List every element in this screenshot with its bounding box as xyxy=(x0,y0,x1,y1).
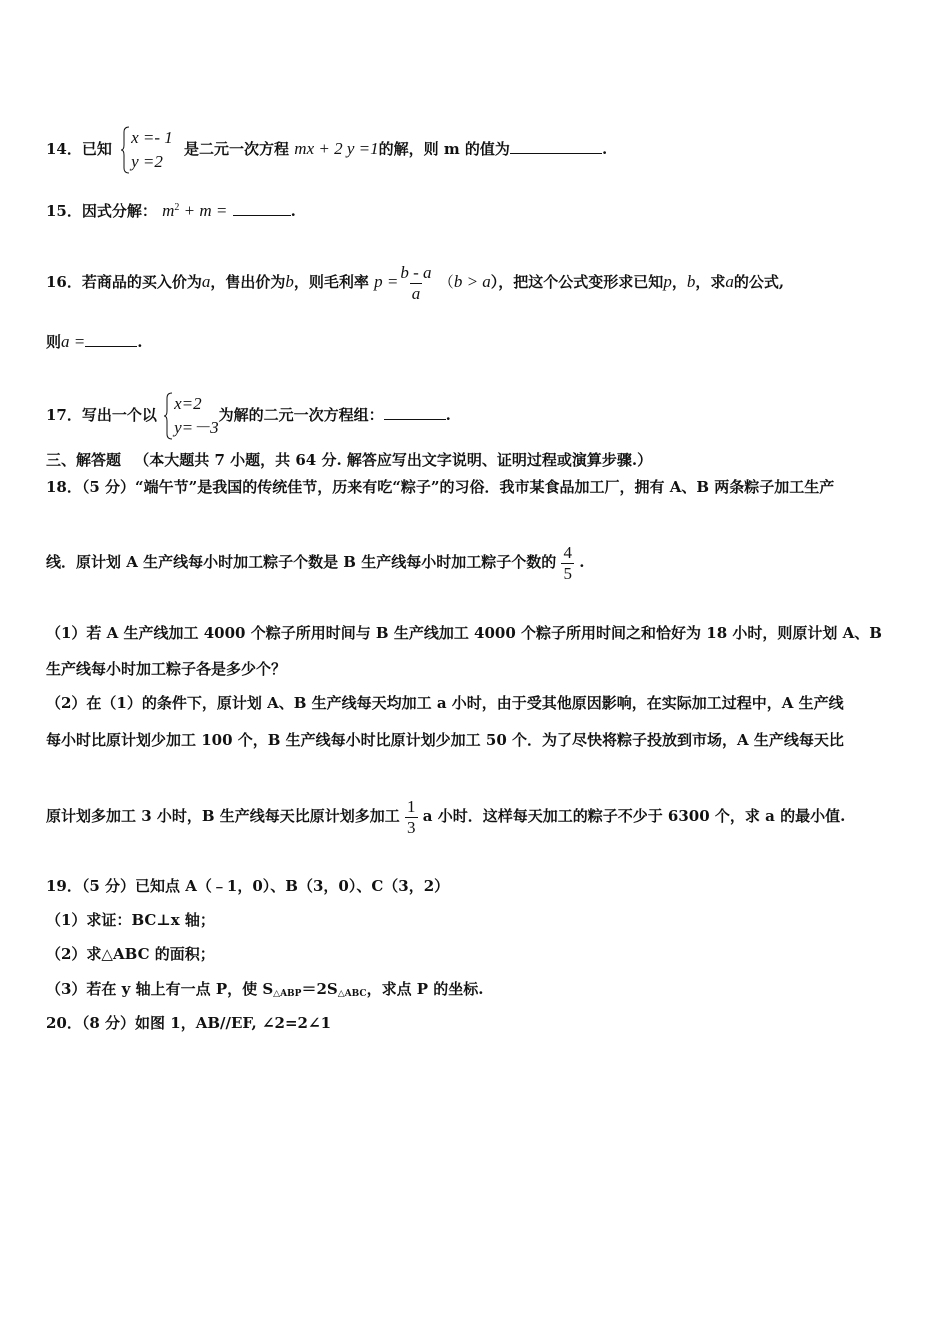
q19-part-3 xyxy=(46,979,484,1004)
q16-fraction-denominator: a xyxy=(411,283,421,303)
q17-answer-blank[interactable] xyxy=(384,405,446,420)
q16-p-eq: p = xyxy=(374,272,399,291)
q14-system-row-2: y =2 xyxy=(131,152,163,171)
q18-line2-text: 线．原计划 A 生产线每小时加工粽子个数是 B 生产线每小时加工粽子个数的 xyxy=(46,553,557,571)
q18-p2-line3-post: a 小时．这样每天加工的粽子不少于 6300 个，求 a 的最小值. xyxy=(422,807,846,825)
q16-cond-open: （ xyxy=(438,273,454,291)
q19-p3-pre: （3）若在 y 轴上有一点 P，使 S xyxy=(46,980,274,998)
q18-line-1: 18．（5 分）“端午节”是我国的传统佳节，历来有吃“粽子”的习俗．我市某食品加工厂，拥有 A、B 两条粽子加工生产 xyxy=(46,478,835,496)
q15-end: . xyxy=(290,202,296,220)
question-16-line-2 xyxy=(46,332,142,352)
q16-text-3: ，则毛利率 xyxy=(293,273,369,291)
q14-answer-blank[interactable] xyxy=(510,139,602,154)
q18-frac1-numerator: 4 xyxy=(563,542,572,562)
q14-number: 14． xyxy=(46,140,82,158)
q19-p3-sub2: △ABC xyxy=(337,989,367,999)
q18-fraction-4-5 xyxy=(561,543,574,584)
q20-line-1: 20．（8 分）如图 1，AB//EF, ∠2=2∠1 xyxy=(46,1014,332,1032)
left-brace-icon xyxy=(121,126,130,174)
q16-var-a: a xyxy=(201,272,211,291)
q16-fraction xyxy=(398,263,433,304)
q18-part2-line-3 xyxy=(46,794,845,838)
q16-condition: b > a xyxy=(453,272,491,291)
q14-mid: 是二元一次方程 xyxy=(184,140,290,158)
q14-end: . xyxy=(601,140,608,158)
q18-frac2-numerator: 1 xyxy=(407,796,416,816)
q14-pre: 已知 xyxy=(81,140,112,158)
q15-expr-exp: 2 xyxy=(174,202,180,213)
q15-expr-base: m xyxy=(162,201,175,220)
q19-p3-sub1: △ABP xyxy=(273,989,302,999)
question-16 xyxy=(46,260,784,304)
q15-answer-blank[interactable] xyxy=(233,201,291,216)
q17-system-row-1: x=2 xyxy=(174,394,202,413)
question-14 xyxy=(46,126,607,174)
question-15 xyxy=(46,198,296,221)
q18-line2-end: . xyxy=(579,553,585,571)
q16-var-b: b xyxy=(285,272,294,291)
q15-pre: 因式分解： xyxy=(81,202,157,220)
q18-frac1-denominator: 5 xyxy=(563,563,572,583)
q18-part2-line-2: 每小时比原计划少加工 100 个，B 生产线每小时比原计划少加工 50 个．为了尽快将粽子投放到市场，A 生产线每天比 xyxy=(46,731,844,749)
left-brace-icon xyxy=(164,392,173,440)
q18-part1-line-1: （1）若 A 生产线加工 4000 个粽子所用时间与 B 生产线加工 4000 个粽子所用时间之和恰好为 18 小时，则原计划 A、B xyxy=(46,624,882,642)
q17-number: 17． xyxy=(46,406,82,424)
q17-pre: 写出一个以 xyxy=(81,406,157,424)
q18-frac2-denominator: 3 xyxy=(407,817,416,837)
q16-cond-close: ），把这个公式变形求已知 xyxy=(490,273,664,291)
q16-text-2: ，售出价为 xyxy=(210,273,286,291)
q16-line2-expr: a = xyxy=(61,332,86,351)
q17-equation-system xyxy=(164,392,219,440)
q19-line-1: 19．（5 分）已知点 A（﹣1，0）、B（3，0）、C（3，2） xyxy=(46,877,450,895)
q16-number: 16． xyxy=(46,273,82,291)
q19-p3-mid: ＝2S xyxy=(301,980,338,998)
q15-number: 15． xyxy=(46,202,82,220)
q17-system-row-2: y=－3 xyxy=(174,418,219,437)
q16-fraction-numerator: b - a xyxy=(400,262,432,282)
q18-line-2 xyxy=(46,540,584,584)
q16-line2-pre: 则 xyxy=(46,333,62,351)
q15-expr-rest: + m = xyxy=(179,201,228,220)
q16-text-5: 的公式, xyxy=(733,273,785,291)
section-3-note: （本大题共 7 小题，共 64 分. 解答应写出文字说明、证明过程或演算步骤.） xyxy=(134,451,653,469)
q16-var-b2: b xyxy=(686,272,696,291)
q16-text-4: ，求 xyxy=(695,273,726,291)
q16-var-p: p xyxy=(663,272,672,291)
q17-end: . xyxy=(445,406,451,424)
q16-text-1: 若商品的买入价为 xyxy=(81,273,202,291)
section-3-title: 三、解答题 xyxy=(46,451,122,469)
q16-answer-blank[interactable] xyxy=(85,332,137,347)
q18-part2-line-1: （2）在（1）的条件下，原计划 A、B 生产线每天均加工 a 小时，由于受其他原因影响，在实际加工过程中，A 生产线 xyxy=(46,694,844,712)
q18-fraction-1-3 xyxy=(405,797,418,838)
q16-sep: ， xyxy=(671,273,687,291)
q17-post: 为解的二元一次方程组： xyxy=(218,406,384,424)
q16-end: . xyxy=(137,333,143,351)
q19-p3-post: ，求点 P 的坐标. xyxy=(366,980,484,998)
q19-part-2: （2）求△ABC 的面积； xyxy=(46,945,215,963)
section-3-heading xyxy=(46,450,652,470)
q18-part1-line-2: 生产线每小时加工粽子各是多少个？ xyxy=(46,660,287,678)
q14-post: 的解，则 m 的值为 xyxy=(378,140,510,158)
q14-system-row-1: x =- 1 xyxy=(131,128,173,147)
q14-equation: mx + 2 y =1 xyxy=(294,139,379,158)
q19-part-1: （1）求证：BC⊥x 轴； xyxy=(46,911,215,929)
q14-equation-system xyxy=(121,126,173,174)
q16-var-a2: a xyxy=(725,272,734,291)
question-17 xyxy=(46,392,451,440)
q18-p2-line3-pre: 原计划多加工 3 小时，B 生产线每天比原计划多加工 xyxy=(46,807,400,825)
